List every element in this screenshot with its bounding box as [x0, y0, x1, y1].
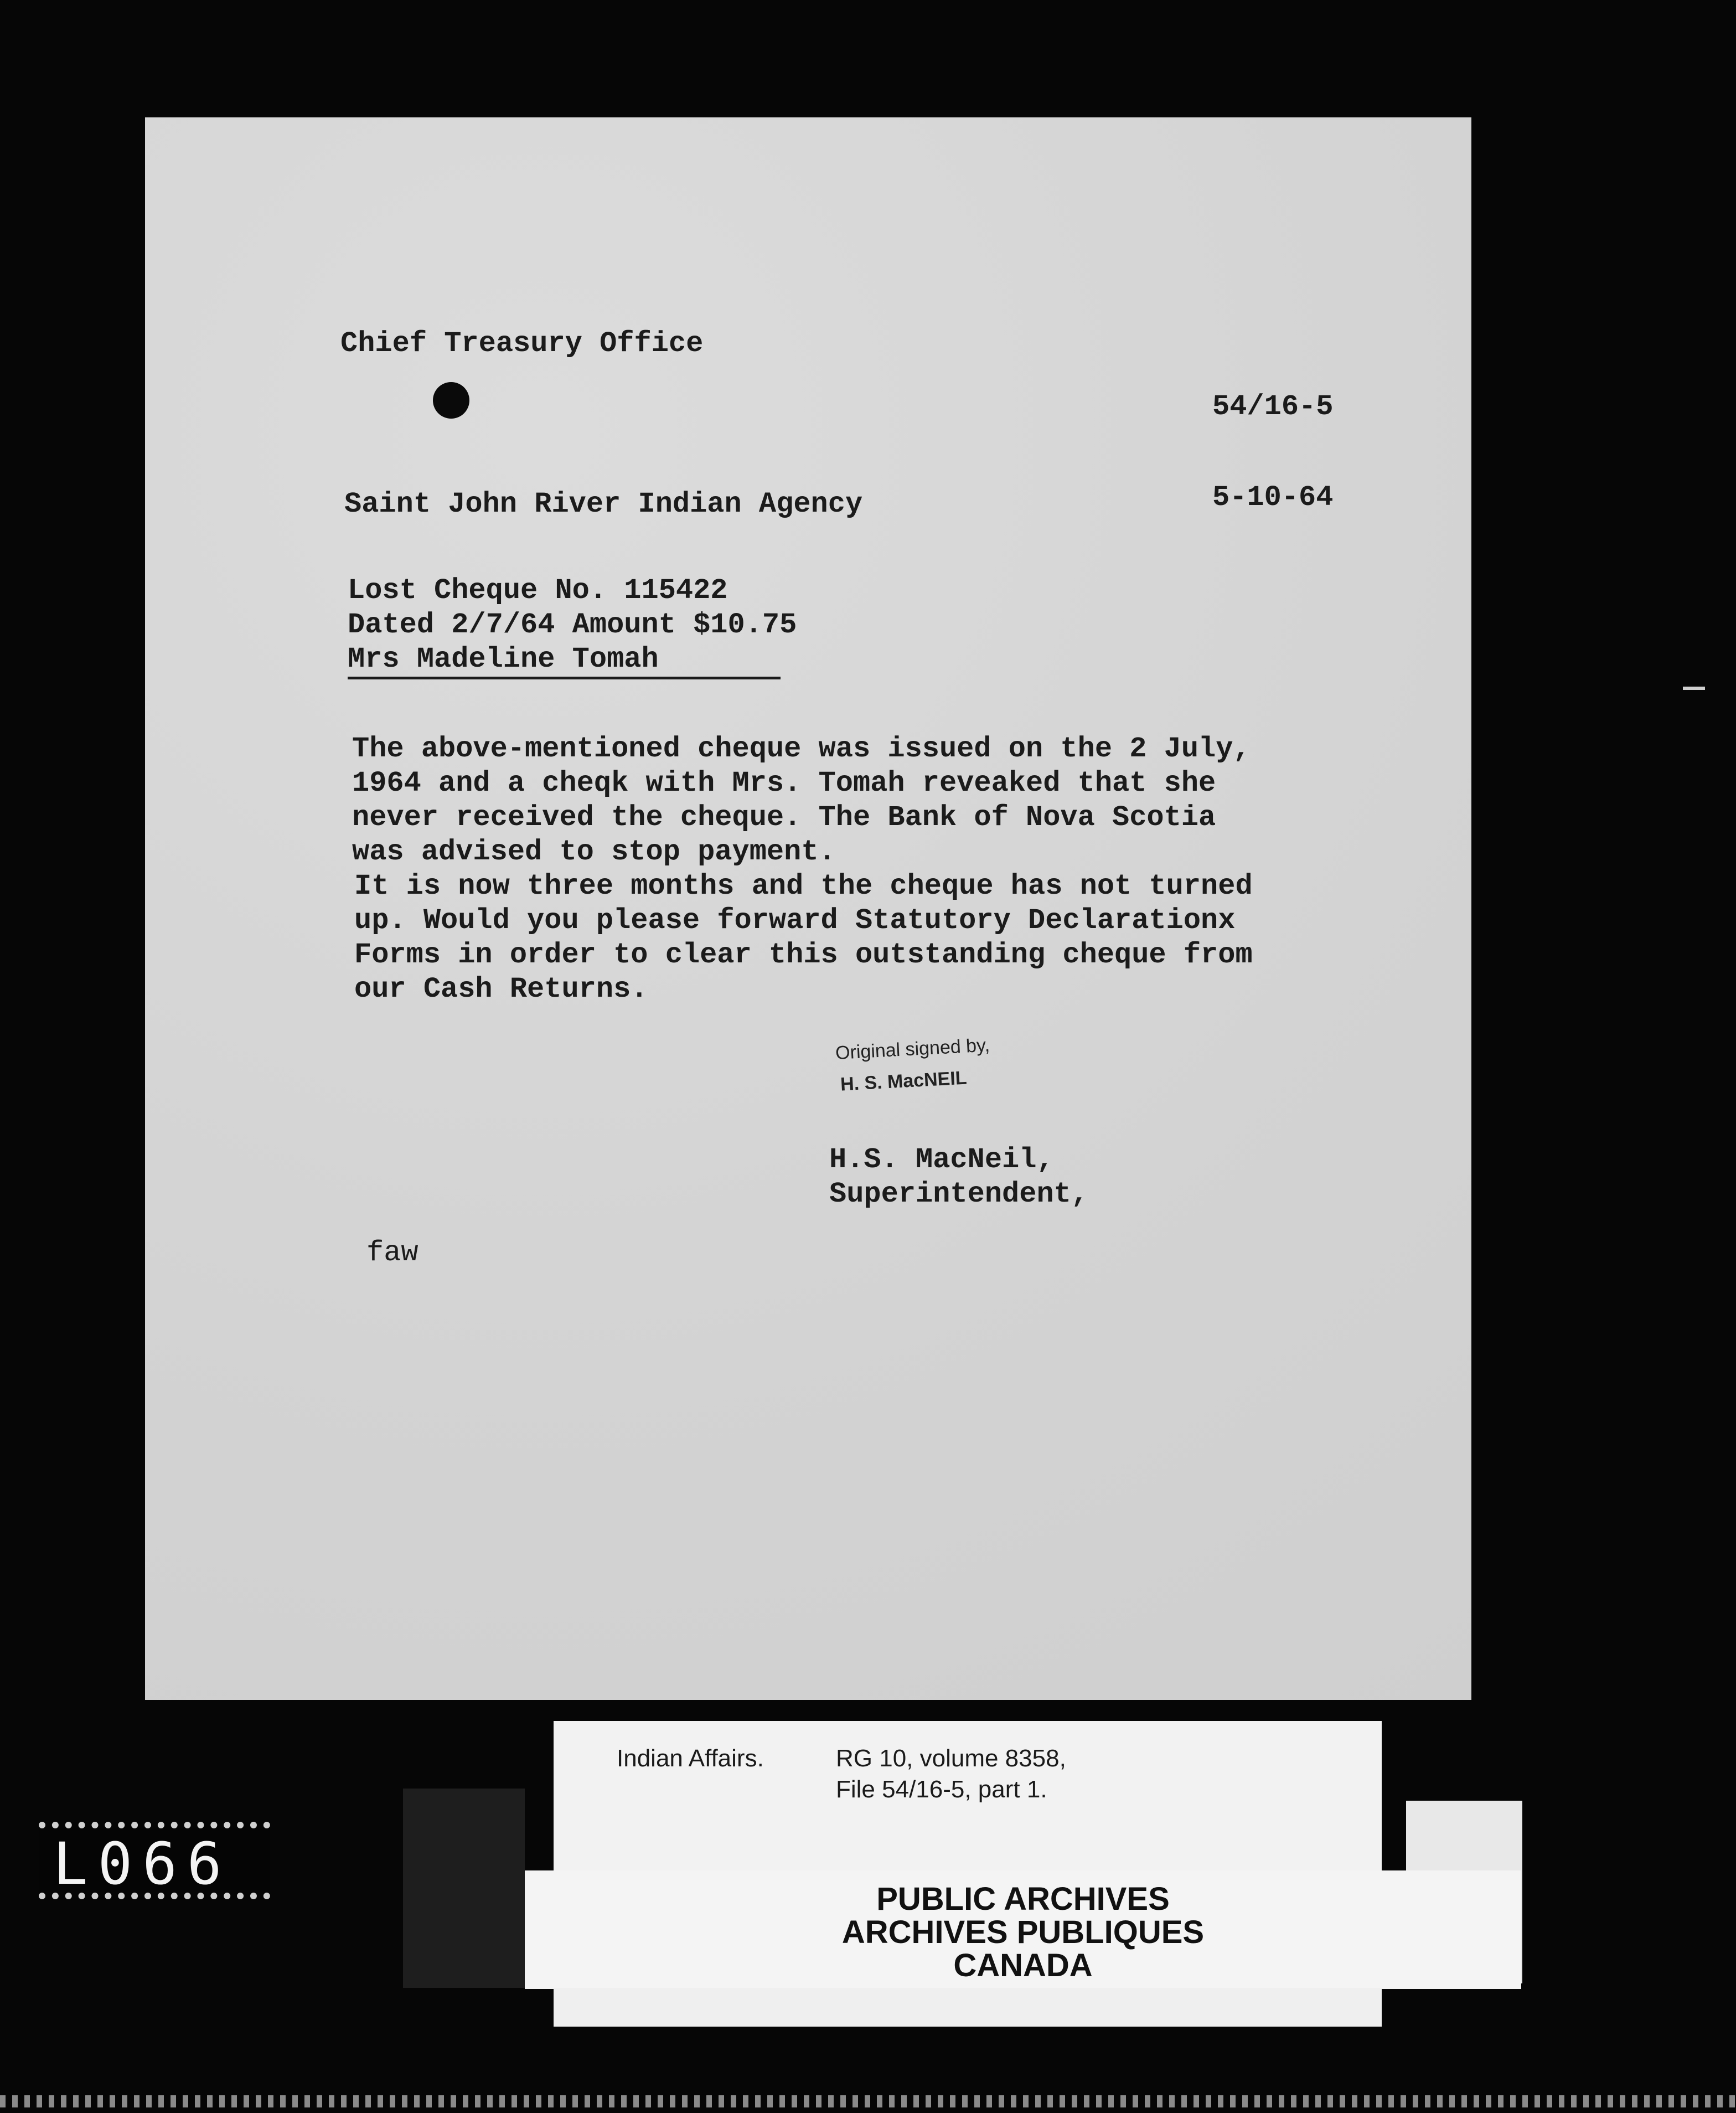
- paragraph-line: The above-mentioned cheque was issued on the 2 July,: [352, 733, 1251, 765]
- letter-addressee: Chief Treasury Office: [340, 327, 704, 360]
- subject-line: Dated 2/7/64 Amount $10.75: [348, 609, 797, 641]
- paragraph-line: never received the cheque. The Bank of Nova Scotia: [352, 801, 1216, 834]
- paragraph-line: 1964 and a cheqk with Mrs. Tomah reveaked that she: [352, 767, 1216, 800]
- subject-block: [348, 574, 797, 679]
- signature-block: [829, 1143, 1088, 1212]
- letter-date: 5-10-64: [1212, 481, 1334, 514]
- label-department: Indian Affairs.: [617, 1745, 764, 1772]
- signer-name: H.S. MacNeil,: [829, 1143, 1054, 1176]
- frame-number: L066: [53, 1830, 232, 1898]
- archive-title-fr: ARCHIVES PUBLIQUES: [841, 1914, 1205, 1950]
- paragraph-line: was advised to stop payment.: [352, 836, 836, 868]
- subject-line-underlined: Mrs Madeline Tomah: [348, 642, 781, 679]
- subject-line: Lost Cheque No. 115422: [348, 574, 728, 607]
- paragraph-line: our Cash Returns.: [354, 973, 648, 1006]
- signer-title: Superintendent,: [829, 1178, 1089, 1210]
- archive-label-bottom: [554, 1988, 1382, 2027]
- stamp-line: Original signed by,: [835, 1034, 990, 1064]
- film-sprocket-edge: [0, 2095, 1736, 2107]
- punch-hole: [433, 382, 469, 419]
- frame-counter: [39, 1822, 270, 1899]
- letter-sender: Saint John River Indian Agency: [344, 488, 863, 520]
- signature-stamp: [835, 1033, 993, 1104]
- body-paragraph-2: [354, 869, 1253, 1007]
- archive-title-en: PUBLIC ARCHIVES: [876, 1881, 1170, 1917]
- label-shadow: [403, 1789, 525, 1988]
- stamp-line: H. S. MacNEIL: [840, 1067, 968, 1095]
- paragraph-line: Forms in order to clear this outstanding cheque from: [354, 939, 1253, 971]
- record-line: RG 10, volume 8358,: [836, 1745, 1066, 1772]
- film-edge-mark: [1683, 687, 1705, 690]
- paragraph-line: It is now three months and the cheque has not turned: [354, 870, 1253, 903]
- typist-initials: faw: [366, 1236, 418, 1269]
- label-record-ref: [836, 1743, 1066, 1805]
- paragraph-line: up. Would you please forward Statutory Declarationx: [354, 904, 1236, 937]
- record-line: File 54/16-5, part 1.: [836, 1776, 1047, 1803]
- file-reference: 54/16-5: [1212, 390, 1334, 423]
- body-paragraph-1: [352, 732, 1251, 869]
- archive-title-country: CANADA: [953, 1947, 1093, 1983]
